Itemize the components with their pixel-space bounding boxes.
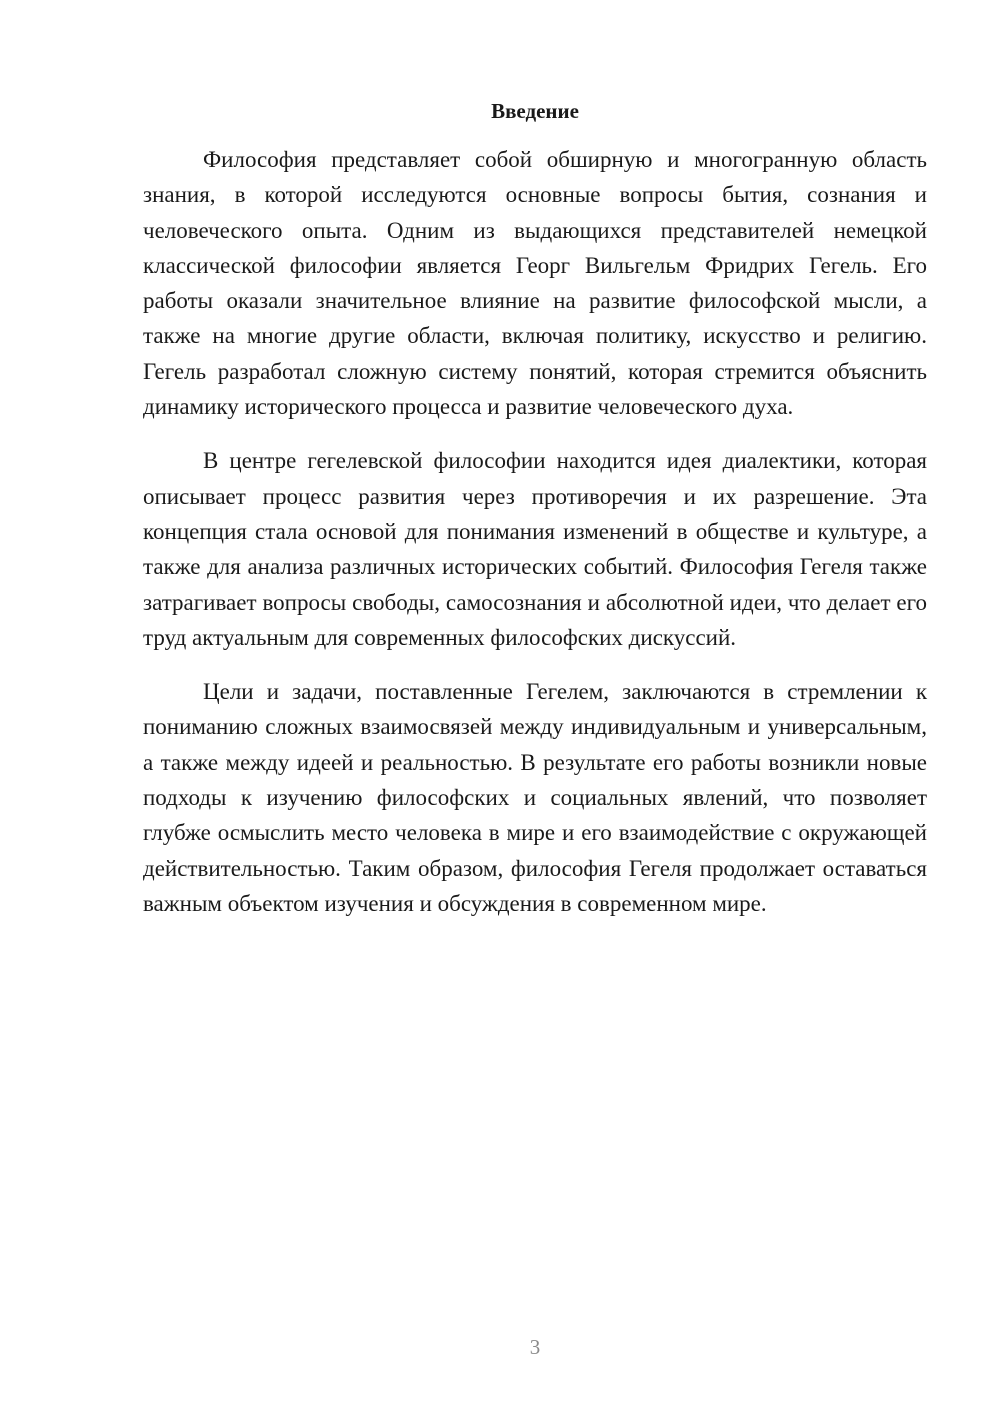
paragraph-2: В центре гегелевской философии находится идея диалектики, которая описывает процесс развития через противоречия и их разрешение. Эта концепция стала основой для понимания изменений в обществе и культуре, а также для анализа различных исторических событий. Философия Гегеля также затрагивает вопросы свободы, самосознания и абсолютной идеи, что делает его труд актуальным для современных философских дискуссий. [143,448,927,650]
paragraph-3: Цели и задачи, поставленные Гегелем, заключаются в стремлении к пониманию сложных взаимосвязей между индивидуальным и универсальным, а также между идеей и реальностью. В результате его работы возникли новые подходы к изучению философских и социальных явлений, что позволяет глубже осмыслить место человека в мире и его взаимодействие с окружающей действительностью. Таким образом, философия Гегеля продолжает оставаться важным объектом изучения и обсуждения в современном мире. [143,679,927,916]
document-body [143,142,927,940]
page-title: Введение [491,99,579,123]
page-number: 3 [529,1335,541,1359]
paragraph-1: Философия представляет собой обширную и многогранную область знания, в которой исследуются основные вопросы бытия, сознания и человеческого опыта. Одним из выдающихся представителей немецкой классической философии является Георг Вильгельм Фридрих Гегель. Его работы оказали значительное влияние на развитие философской мысли, а также на многие другие области, включая политику, искусство и религию. Гегель разработал сложную систему понятий, которая стремится объяснить динамику исторического процесса и развитие человеческого духа. [143,147,927,420]
